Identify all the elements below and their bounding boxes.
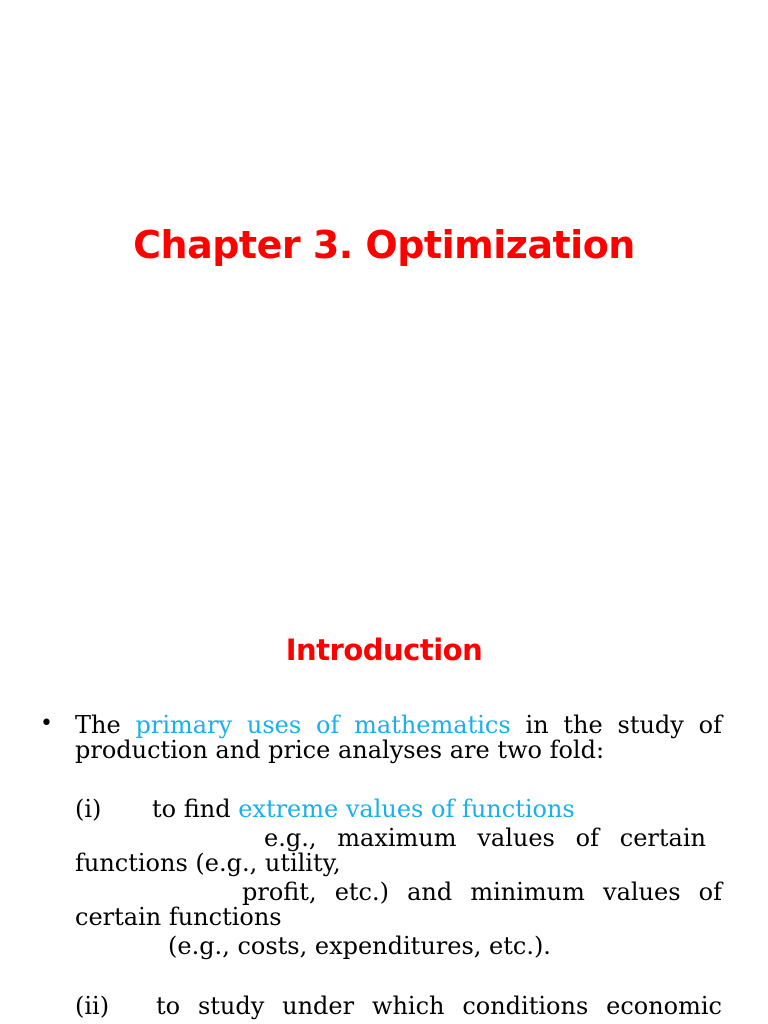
paragraph-text: The bbox=[75, 711, 121, 739]
slide-title: Chapter 3. Optimization bbox=[133, 223, 635, 267]
item-1-line-6: (e.g., costs, expenditures, etc.). bbox=[168, 932, 551, 960]
item-1-marker: (i) bbox=[75, 795, 102, 823]
highlighted-phrase: primary uses of mathematics bbox=[135, 711, 511, 739]
item-2-line-1: to study under which conditions economic bbox=[156, 992, 722, 1020]
item-1-line-1 bbox=[152, 795, 575, 823]
item-1-line-4: profit, etc.) and minimum values of bbox=[242, 878, 722, 906]
highlighted-phrase: extreme values of functions bbox=[238, 795, 575, 823]
item-1-line-5: certain functions bbox=[75, 903, 282, 931]
bullet-icon: • bbox=[40, 711, 53, 736]
section-heading: Introduction bbox=[285, 633, 483, 667]
item-1-text: to find bbox=[152, 795, 231, 823]
paragraph-line-1 bbox=[75, 711, 722, 739]
item-1-line-2: e.g., maximum values of certain bbox=[264, 824, 706, 852]
item-2-marker: (ii) bbox=[75, 992, 110, 1020]
paragraph-text: in the study of bbox=[525, 711, 722, 739]
item-1-line-3: functions (e.g., utility, bbox=[75, 849, 341, 877]
paragraph-line-2: production and price analyses are two fold: bbox=[75, 736, 605, 764]
